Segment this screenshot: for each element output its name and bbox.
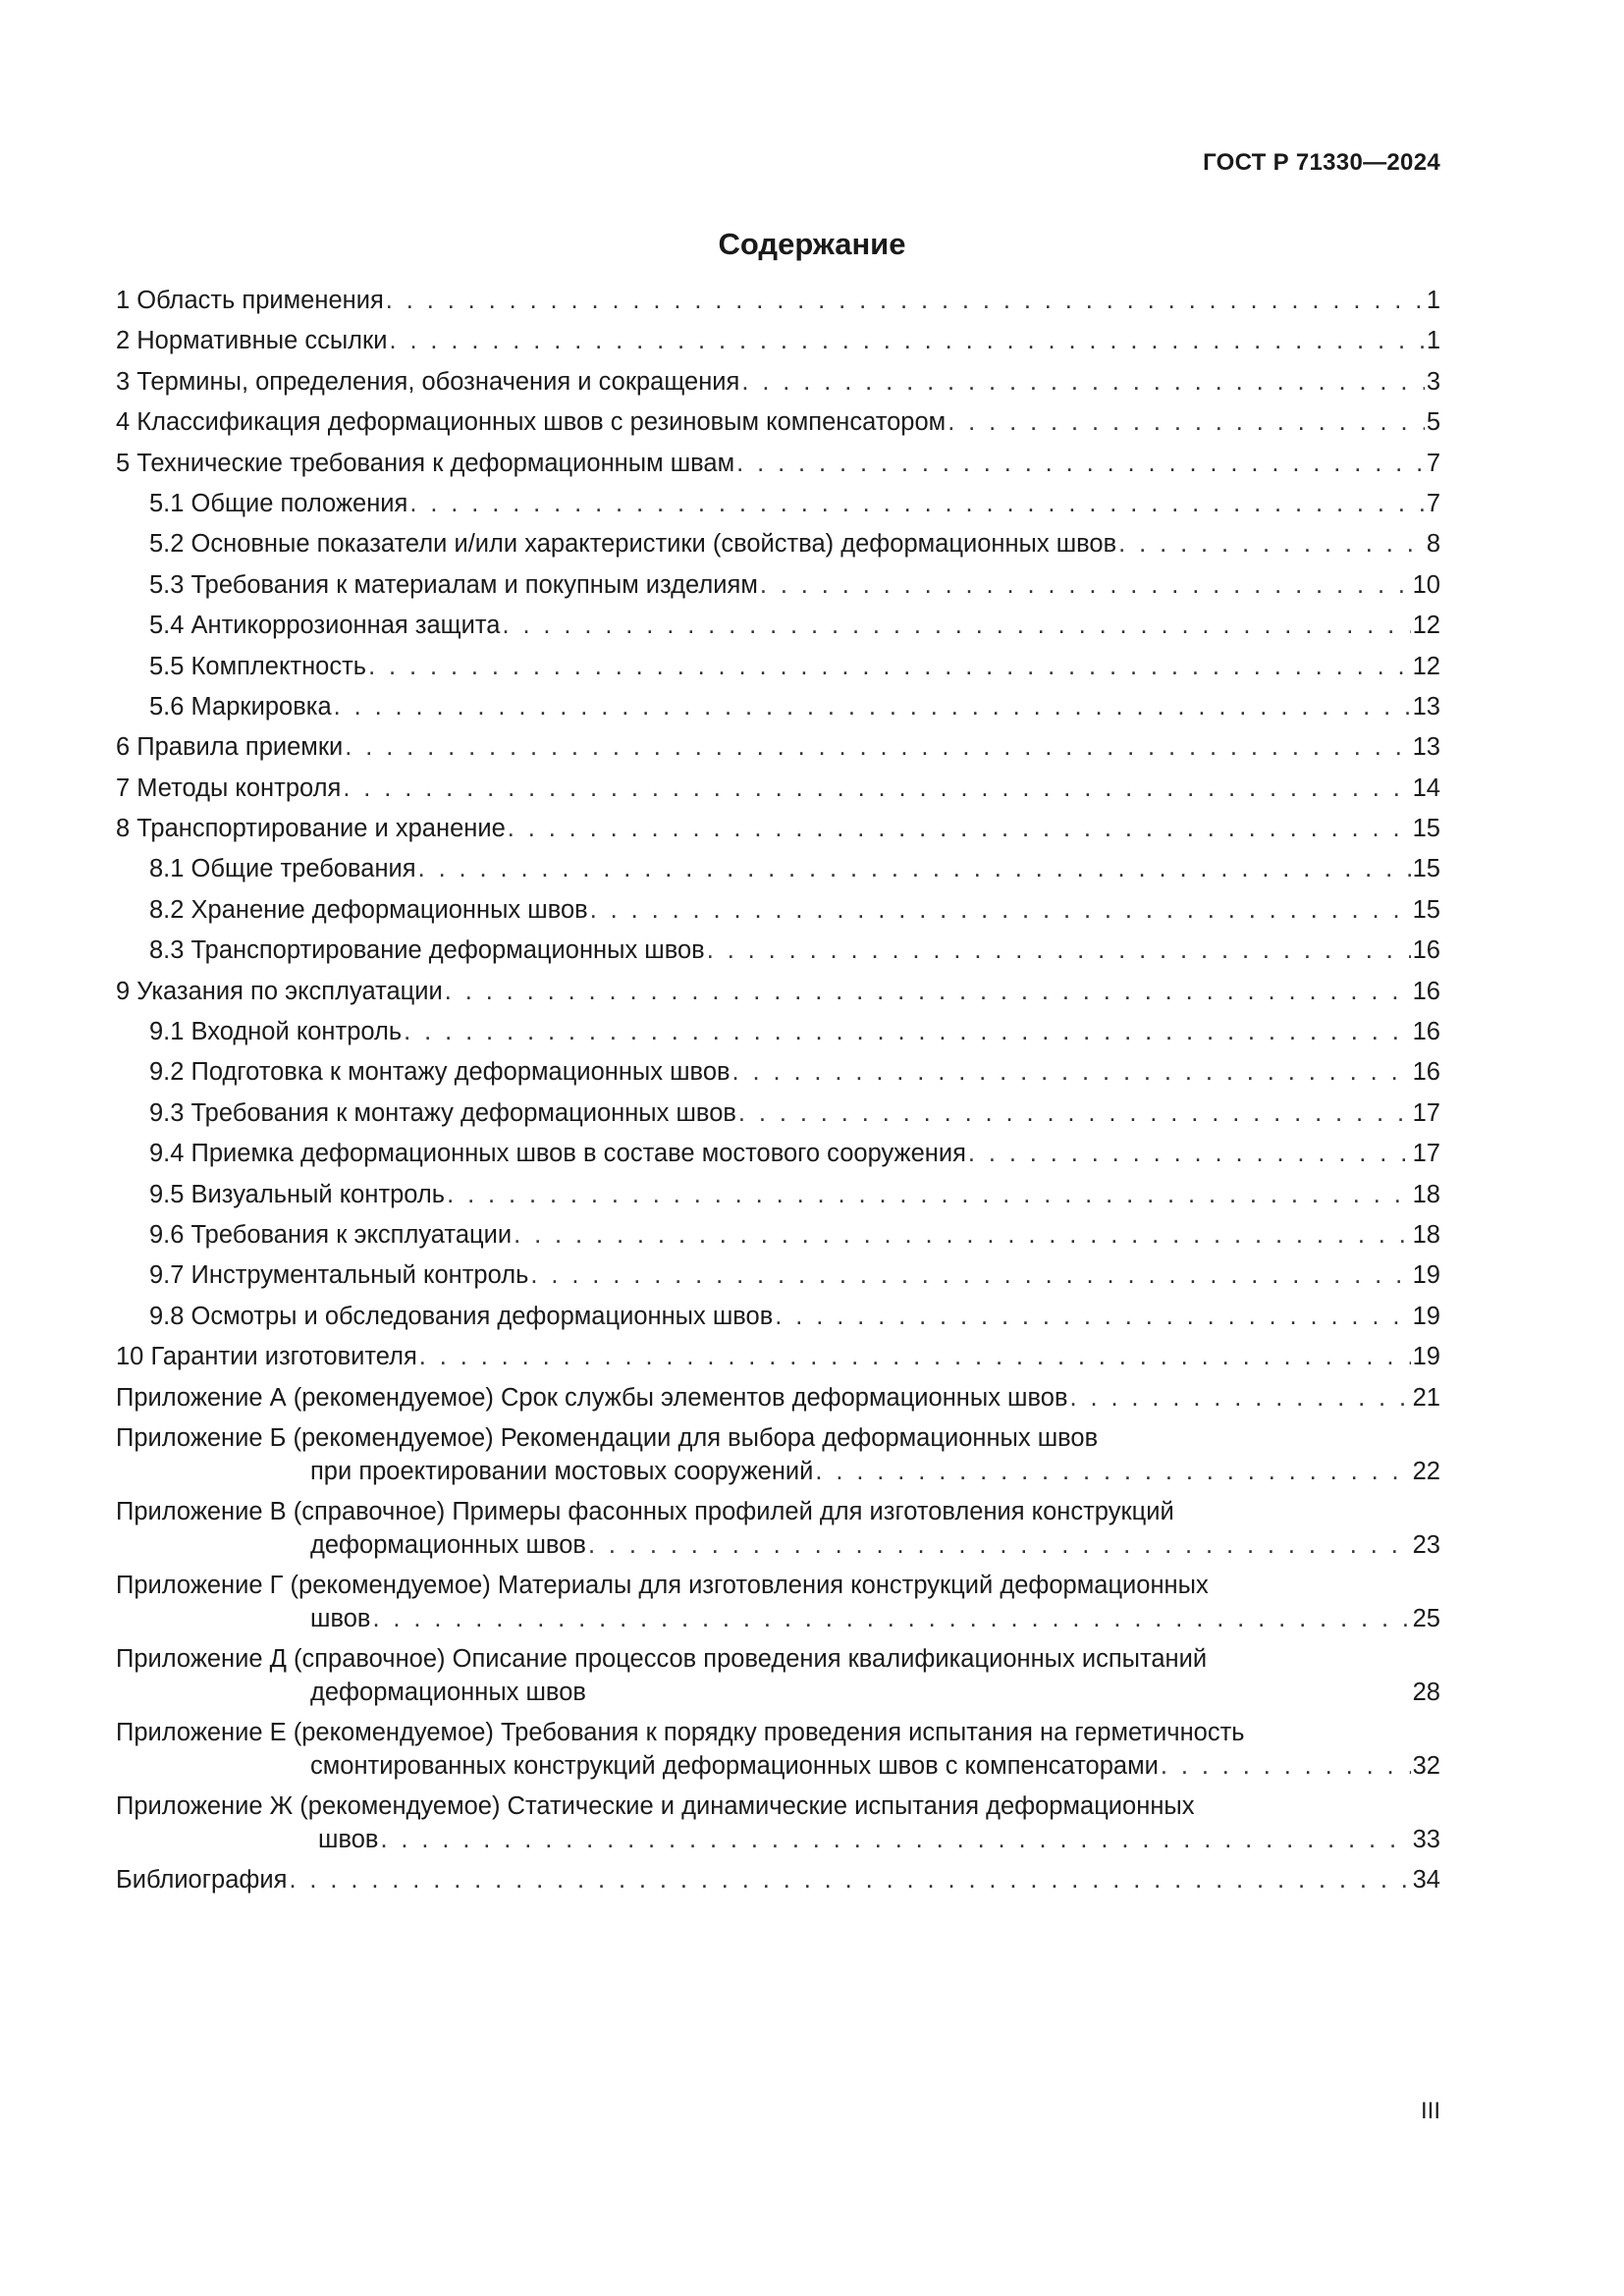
toc-leader-dots — [775, 1303, 1410, 1331]
toc-entry-text: 9.1 Входной контроль — [149, 1018, 403, 1046]
toc-entry-text-continued: смонтированных конструкций деформационных швов с компенсаторами — [310, 1751, 1159, 1780]
toc-entry-text: Приложение А (рекомендуемое) Срок службы элементов деформационных швов — [116, 1383, 1068, 1412]
toc-entry-page: 7 — [1426, 489, 1440, 517]
toc-leader-dots — [815, 1458, 1410, 1486]
toc-leader-dots — [590, 896, 1411, 925]
toc-entry-text: Приложение Д (справочное) Описание процессов проведения квалификационных испытаний — [116, 1644, 1208, 1673]
toc-leader-dots — [1070, 1384, 1411, 1413]
toc-entry-page: 16 — [1412, 977, 1440, 1005]
toc-entry-2[interactable] — [116, 327, 1440, 367]
toc-leader-dots — [409, 490, 1424, 518]
toc-entry-text: 4 Классификация деформационных швов с резиновым компенсатором — [116, 408, 947, 437]
toc-entry-page: 13 — [1412, 692, 1440, 721]
toc-entry-text: 9 Указания по эксплуатации — [116, 977, 443, 1005]
toc-entry-text: 9.5 Визуальный контроль — [149, 1180, 446, 1208]
toc-entry-text-continued: деформационных швов — [310, 1530, 586, 1559]
toc-entry-page: 15 — [1412, 815, 1440, 843]
toc-leader-dots — [588, 1531, 1411, 1560]
toc-leader-dots — [386, 287, 1425, 315]
toc-entry-text: Приложение Ж (рекомендуемое) Статические и динамические испытания деформационных — [116, 1791, 1195, 1820]
toc-leader-dots — [289, 1866, 1410, 1895]
toc-entry-9-4[interactable] — [116, 1140, 1440, 1180]
toc-entry-text-continued: швов — [318, 1825, 379, 1853]
toc-entry-text: 8.3 Транспортирование деформационных швов — [149, 936, 705, 965]
toc-leader-dots — [343, 774, 1410, 803]
toc-entry-page: 17 — [1412, 1098, 1440, 1127]
toc-entry-5-6[interactable] — [116, 693, 1440, 733]
toc-leader-dots — [372, 1605, 1410, 1633]
toc-entry-text: 9.4 Приемка деформационных швов в составе мостового сооружения — [149, 1140, 966, 1168]
toc-entry-page: 10 — [1412, 570, 1440, 599]
toc-entry-page: 1 — [1426, 287, 1440, 314]
toc-entry-text: 9.8 Осмотры и обследования деформационных швов — [149, 1302, 774, 1330]
toc-leader-dots — [418, 855, 1411, 883]
toc-leader-dots — [707, 936, 1411, 965]
toc-entry-text: 6 Правила приемки — [116, 733, 344, 762]
table-of-contents — [116, 287, 1440, 1906]
toc-entry-text: 9.7 Инструментальный контроль — [149, 1261, 529, 1290]
toc-entry-text: 8.1 Общие требования — [149, 855, 416, 883]
toc-entry-page: 8 — [1426, 530, 1440, 559]
toc-entry-text: 8.2 Хранение деформационных швов — [149, 895, 588, 924]
toc-entry-page: 3 — [1426, 367, 1440, 396]
toc-entry-page: 12 — [1412, 612, 1440, 640]
toc-leader-dots — [947, 408, 1425, 437]
toc-entry-bibliography[interactable] — [116, 1866, 1440, 1906]
toc-leader-dots — [380, 1826, 1410, 1854]
toc-entry-text: Приложение В (справочное) Примеры фасонных профилей для изготовления конструкций — [116, 1497, 1174, 1525]
toc-entry-text: Приложение Е (рекомендуемое) Требования к порядку проведения испытания на герметичность — [116, 1718, 1245, 1746]
toc-entry-text: 5 Технические требования к деформационным швам — [116, 449, 735, 477]
toc-entry-8[interactable] — [116, 815, 1440, 855]
toc-entry-text-continued: деформационных швов — [310, 1678, 586, 1706]
toc-entry-8-2[interactable] — [116, 896, 1440, 936]
toc-entry-text: 5.6 Маркировка — [149, 692, 332, 721]
toc-entry-text: 3 Термины, определения, обозначения и сокращения — [116, 367, 740, 396]
toc-entry-page: 16 — [1412, 1018, 1440, 1046]
toc-entry-text: 2 Нормативные ссылки — [116, 327, 388, 355]
toc-entry-page: 34 — [1412, 1865, 1440, 1894]
toc-entry-5-4[interactable] — [116, 612, 1440, 652]
toc-entry-page: 5 — [1426, 408, 1440, 437]
toc-entry-page: 16 — [1412, 936, 1440, 965]
toc-entry-page: 25 — [1412, 1604, 1440, 1632]
toc-entry-page: 19 — [1412, 1261, 1440, 1290]
toc-leader-dots — [508, 815, 1411, 843]
toc-leader-dots — [1118, 530, 1425, 559]
toc-entry-text: 8 Транспортирование и хранение — [116, 815, 506, 843]
toc-entry-appendix-e[interactable] — [116, 1719, 1440, 1792]
toc-entry-page: 22 — [1412, 1457, 1440, 1485]
toc-entry-5-1[interactable] — [116, 490, 1440, 530]
toc-leader-dots — [502, 612, 1410, 640]
toc-entry-page: 19 — [1412, 1302, 1440, 1330]
toc-entry-text: Библиография — [116, 1865, 288, 1894]
toc-entry-text: 5.3 Требования к материалам и покупным изделиям — [149, 570, 758, 599]
toc-leader-dots — [447, 1181, 1411, 1209]
toc-entry-text: 5.1 Общие положения — [149, 489, 408, 517]
toc-entry-page: 23 — [1412, 1530, 1440, 1559]
toc-entry-appendix-b[interactable] — [116, 1424, 1440, 1498]
toc-entry-3[interactable] — [116, 368, 1440, 408]
toc-leader-dots — [738, 1099, 1411, 1128]
toc-entry-page: 14 — [1412, 774, 1440, 802]
toc-entry-4[interactable] — [116, 408, 1440, 449]
toc-leader-dots — [530, 1261, 1410, 1290]
toc-leader-dots — [732, 1058, 1411, 1087]
toc-entry-text: 5.4 Антикоррозионная защита — [149, 612, 501, 640]
toc-leader-dots — [760, 571, 1411, 600]
toc-entry-text: 7 Методы контроля — [116, 774, 342, 802]
toc-entry-text: 1 Область применения — [116, 287, 384, 314]
toc-entry-9-2[interactable] — [116, 1058, 1440, 1098]
toc-entry-7[interactable] — [116, 774, 1440, 815]
toc-entry-page: 28 — [1412, 1678, 1440, 1706]
toc-entry-9-7[interactable] — [116, 1261, 1440, 1302]
toc-entry-1[interactable] — [116, 287, 1440, 327]
toc-entry-page: 18 — [1412, 1220, 1440, 1249]
toc-entry-9-8[interactable] — [116, 1303, 1440, 1343]
toc-entry-page: 13 — [1412, 733, 1440, 762]
toc-entry-text-continued: швов — [310, 1604, 371, 1632]
toc-entry-10[interactable] — [116, 1343, 1440, 1383]
toc-leader-dots — [389, 327, 1424, 355]
toc-entry-5-3[interactable] — [116, 571, 1440, 612]
toc-entry-appendix-g[interactable] — [116, 1572, 1440, 1645]
toc-leader-dots — [445, 978, 1411, 1006]
toc-entry-9-1[interactable] — [116, 1018, 1440, 1058]
toc-leader-dots — [968, 1140, 1411, 1168]
toc-leader-dots — [334, 693, 1411, 721]
toc-entry-5-5[interactable] — [116, 653, 1440, 693]
toc-entry-page: 1 — [1426, 327, 1440, 355]
toc-entry-page: 21 — [1412, 1383, 1440, 1412]
toc-entry-8-1[interactable] — [116, 855, 1440, 895]
toc-entry-8-3[interactable] — [116, 936, 1440, 977]
toc-entry-page: 17 — [1412, 1140, 1440, 1168]
toc-entry-page: 18 — [1412, 1180, 1440, 1208]
toc-entry-5[interactable] — [116, 450, 1440, 490]
toc-leader-dots — [404, 1018, 1410, 1046]
toc-entry-6[interactable] — [116, 733, 1440, 774]
toc-entry-page: 32 — [1412, 1751, 1440, 1780]
toc-entry-appendix-d[interactable] — [116, 1645, 1440, 1719]
toc-leader-dots — [345, 733, 1410, 762]
document-code: ГОСТ Р 71330—2024 — [1203, 149, 1440, 176]
toc-entry-text: 9.2 Подготовка к монтажу деформационных швов — [149, 1058, 731, 1087]
toc-entry-page: 19 — [1412, 1343, 1440, 1371]
toc-entry-page: 15 — [1412, 895, 1440, 924]
toc-entry-page: 33 — [1412, 1825, 1440, 1853]
toc-entry-9-3[interactable] — [116, 1099, 1440, 1140]
toc-entry-page: 7 — [1426, 449, 1440, 477]
toc-title: Содержание — [718, 227, 906, 261]
toc-entry-appendix-v[interactable] — [116, 1498, 1440, 1572]
toc-entry-page: 12 — [1412, 652, 1440, 680]
toc-entry-text: 5.2 Основные показатели и/или характеристики (свойства) деформационных швов — [149, 530, 1117, 559]
toc-leader-dots — [368, 653, 1411, 681]
toc-entry-appendix-zh[interactable] — [116, 1792, 1440, 1866]
toc-entry-9-6[interactable] — [116, 1221, 1440, 1261]
toc-entry-text: 5.5 Комплектность — [149, 652, 367, 680]
toc-entry-text: Приложение Г (рекомендуемое) Материалы для изготовления конструкций деформационных — [116, 1571, 1209, 1599]
toc-entry-text: 9.3 Требования к монтажу деформационных швов — [149, 1098, 736, 1127]
toc-entry-text: 9.6 Требования к эксплуатации — [149, 1220, 513, 1249]
toc-entry-text: 10 Гарантии изготовителя — [116, 1343, 417, 1371]
toc-leader-dots — [1161, 1752, 1411, 1781]
toc-entry-page: 16 — [1412, 1058, 1440, 1087]
toc-entry-text-continued: при проектировании мостовых сооружений — [310, 1457, 814, 1485]
toc-entry-page: 15 — [1412, 855, 1440, 883]
toc-entry-5-2[interactable] — [116, 530, 1440, 570]
page-number: III — [1420, 2098, 1440, 2124]
toc-entry-text: Приложение Б (рекомендуемое) Рекомендации для выбора деформационных швов — [116, 1423, 1099, 1452]
toc-entry-9[interactable] — [116, 978, 1440, 1018]
toc-leader-dots — [419, 1343, 1411, 1371]
toc-entry-9-5[interactable] — [116, 1181, 1440, 1221]
toc-entry-appendix-a[interactable] — [116, 1384, 1440, 1424]
toc-leader-dots — [514, 1221, 1411, 1250]
toc-leader-dots — [736, 450, 1425, 478]
toc-leader-dots — [741, 368, 1424, 397]
